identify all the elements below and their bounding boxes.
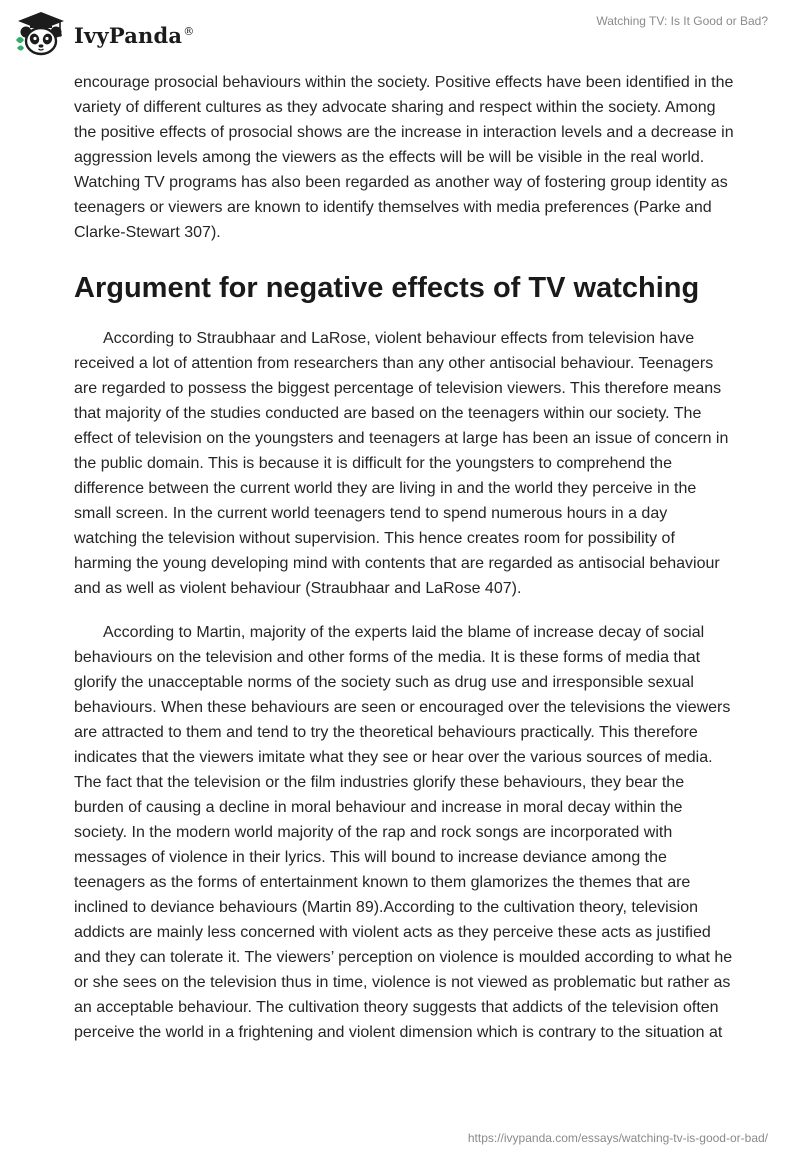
page-header: [0, 0, 800, 72]
registered-mark: ®: [183, 24, 195, 38]
panda-graduate-icon: [14, 10, 68, 56]
brand-name: [74, 23, 194, 48]
source-url[interactable]: https://ivypanda.com/essays/watching-tv-is-good-or-bad/: [467, 1131, 768, 1145]
intro-paragraph: encourage prosocial behaviours within the society. Positive effects have been identified in the variety of different cultures as they advocate sharing and respect within the society. Among the positive effects of prosocial shows are the increase in interaction levels and a decrease in aggression levels among the viewers as the effects will be will be visible in the real world. Watching TV programs has also been regarded as another way of fostering group identity as teenagers or viewers are known to identify themselves with media preferences (Parke and Clarke-Stewart 307).: [74, 74, 734, 241]
paragraph-spacer: [74, 601, 734, 620]
document-title: Watching TV: Is It Good or Bad?: [596, 14, 768, 28]
body-paragraph-1: According to Straubhaar and LaRose, violent behaviour effects from television have received a lot of attention from researchers than any other antisocial behaviour. Teenagers are regarded to possess the biggest percentage of television viewers. This therefore means that majority of the studies conducted are based on the teenagers within our society. The effect of television on the youngsters and teenagers at large has been an issue of concern in the public domain. This is because it is difficult for the youngsters to comprehend the difference between the current world they are living in and the world they perceive in the small screen. In the current world teenagers tend to spend numerous hours in a day watching the television without supervision. This hence creates room for possibility of harming the young developing mind with contents that are regarded as antisocial behaviour and as well as violent behaviour (Straubhaar and LaRose 407).: [74, 330, 729, 597]
brand-logo[interactable]: [14, 10, 194, 56]
essay-content: [74, 70, 734, 1045]
section-heading: Argument for negative effects of TV watching: [74, 272, 700, 304]
body-paragraph-2: According to Martin, majority of the experts laid the blame of increase decay of social behaviours on the television and other forms of the media. It is these forms of media that glorify the unacceptable norms of the society such as drug use and irresponsible sexual behaviours. When these behaviours are seen or encouraged over the televisions the viewers are attracted to them and tend to try the theoretical behaviours practically. This therefore indicates that the viewers imitate what they see or hear over the various sources of media. The fact that the television or the film industries glorify these behaviours, they bear the burden of causing a decline in moral behaviour and increase in moral decay within the society. In the modern world majority of the rap and rock songs are incorporated with messages of violence in their lyrics. This will bound to increase deviance among the teenagers as the forms of entertainment known to them glamorizes the themes that are inclined to deviance behaviours (Martin 89).According to the cultivation theory, television addicts are mainly less concerned with violent acts as they perceive these acts as justified and they can tolerate it. The viewers’ perception on violence is moulded according to what he or she sees on the television thus in time, violence is not viewed as problematic but rather as an acceptable behaviour. The cultivation theory suggests that addicts of the television often perceive the world in a frightening and violent dimension which is contrary to the situation at: [74, 624, 733, 1041]
brand-name-text: IvyPanda: [74, 22, 183, 48]
